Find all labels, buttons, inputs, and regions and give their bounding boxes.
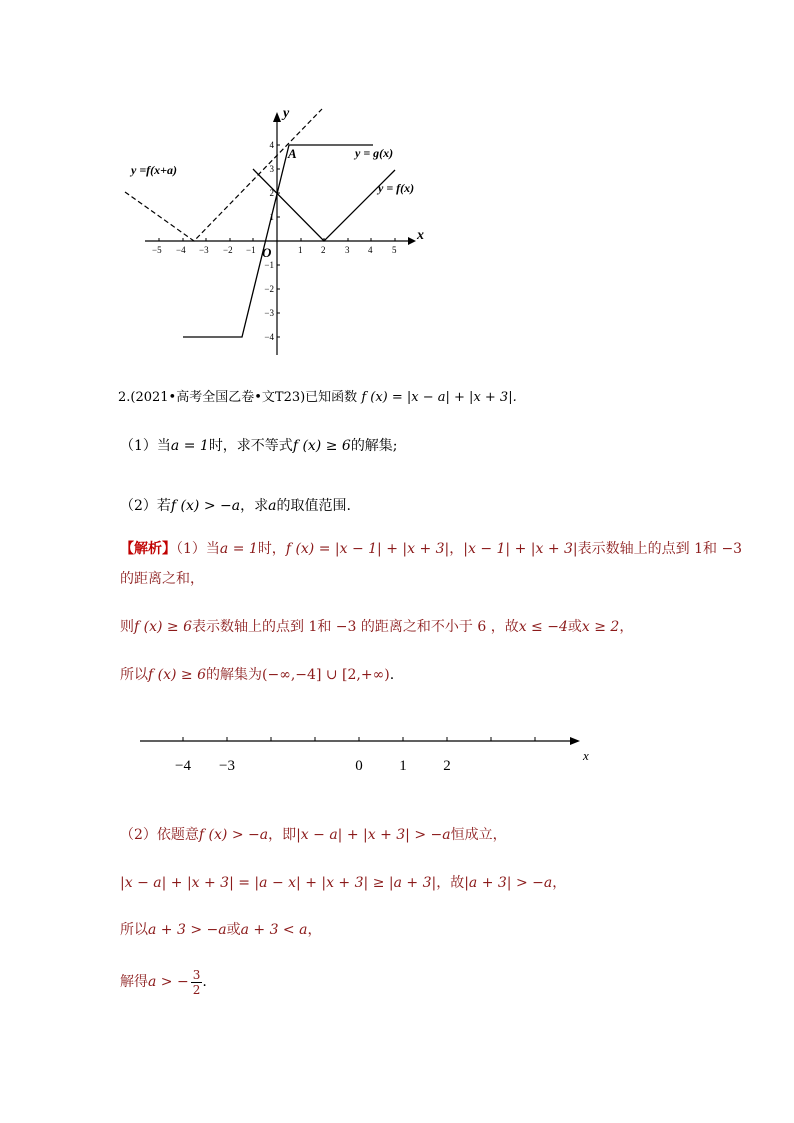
s2-c1: x ≤ −4 xyxy=(518,619,568,635)
number-line-var: x xyxy=(583,748,589,763)
fraction-three-halves xyxy=(191,968,203,997)
problem-part-1 xyxy=(120,436,398,456)
solution-line-2 xyxy=(120,569,204,589)
s2-or: 或 xyxy=(567,619,582,635)
svg-text:−5: −5 xyxy=(152,245,162,255)
p2-b: ，即 xyxy=(268,827,297,843)
s1-abs: |x − 1| + |x + 3| xyxy=(463,541,578,557)
s3-end: . xyxy=(389,667,395,683)
number-line xyxy=(130,725,610,785)
svg-text:1: 1 xyxy=(298,245,303,255)
s2-ineq: f (x) ≥ 6 xyxy=(134,619,192,635)
y-axis-arrow xyxy=(273,112,281,122)
p2-line4-e: a > − xyxy=(148,974,189,990)
svg-text:1: 1 xyxy=(399,758,407,774)
p2-line3-or: 或 xyxy=(226,922,241,938)
s2-c2: x ≥ 2 xyxy=(581,619,620,635)
svg-text:1: 1 xyxy=(269,212,274,222)
point-a-label: A xyxy=(288,146,297,161)
p2-line2-b: ，故 xyxy=(436,875,465,891)
p2-line3-e2: a + 3 < a xyxy=(240,922,308,938)
problem-header xyxy=(118,388,517,408)
y-axis-label: y xyxy=(283,106,290,121)
number-line-arrow xyxy=(570,737,580,745)
svg-text:−3: −3 xyxy=(264,308,274,318)
part2-prefix: （2）若 xyxy=(120,498,171,514)
p2-line2-expr: |x − a| + |x + 3| = |a − x| + |x + 3| ≥ |a + 3| xyxy=(120,875,437,891)
part1-cond: a = 1 xyxy=(170,438,209,454)
f-label: y = f(x) xyxy=(378,181,415,195)
p2-line4-a: 解得 xyxy=(120,974,148,990)
s1-c: ， xyxy=(449,541,464,557)
s2-b: 表示数轴上的点到 1和 −3 的距离之和不小于 6 ，故 xyxy=(192,619,519,635)
g-label: y = g(x) xyxy=(355,146,394,160)
solution-line-1 xyxy=(120,539,742,559)
part2-suffix: ，求 xyxy=(240,498,269,514)
p2-expr: |x − a| + |x + 3| > −a xyxy=(296,827,451,843)
s2-a: 则 xyxy=(120,619,134,635)
s1-d: 表示数轴上的点到 1和 −3 xyxy=(577,541,743,557)
s2-end: ， xyxy=(619,619,634,635)
p2-line3-a: 所以 xyxy=(120,922,148,938)
solution-line-4 xyxy=(120,665,394,685)
svg-text:−4: −4 xyxy=(176,245,186,255)
solution-tag: 【解析】 xyxy=(120,541,176,557)
x-tick-labels xyxy=(152,245,397,255)
p2-line4-end: . xyxy=(202,974,207,990)
svg-text:2: 2 xyxy=(269,188,274,198)
s1-line2: 的距离之和， xyxy=(120,571,204,587)
s1-fx: f (x) = |x − 1| + |x + 3| xyxy=(285,541,450,557)
p2-c: 恒成立， xyxy=(450,827,507,843)
solution-line-3 xyxy=(120,617,633,637)
svg-text:5: 5 xyxy=(392,245,397,255)
svg-text:3: 3 xyxy=(269,164,274,174)
s3-set: (−∞,−4] ∪ [2,+∞) xyxy=(262,667,390,683)
part1-prefix: （1）当 xyxy=(120,438,171,454)
p2-line3-end: ， xyxy=(307,922,322,938)
fraction-denominator: 2 xyxy=(192,982,201,997)
svg-text:2: 2 xyxy=(321,245,326,255)
fraction-numerator: 3 xyxy=(192,967,201,982)
svg-text:−3: −3 xyxy=(219,758,235,774)
p2-line3-e1: a + 3 > −a xyxy=(148,922,227,938)
p2-line2-end: ， xyxy=(552,875,567,891)
problem-part-2 xyxy=(120,496,351,516)
number-line-labels xyxy=(175,758,451,774)
svg-text:2: 2 xyxy=(443,758,451,774)
x-axis-arrow xyxy=(408,237,416,245)
p2-ineq: f (x) > −a xyxy=(198,827,269,843)
solution-part2-line-1 xyxy=(120,825,507,845)
x-axis-label: x xyxy=(417,228,424,243)
s3-b: 的解集为 xyxy=(206,667,262,683)
svg-text:4: 4 xyxy=(269,140,274,150)
solution-part2-line-3 xyxy=(120,920,321,940)
solution-part2-line-4 xyxy=(120,965,207,999)
s1-cond: a = 1 xyxy=(219,541,258,557)
function-graph xyxy=(0,0,794,380)
solution-part2-line-2 xyxy=(120,873,566,893)
f-shift-label: y =f(x+a) xyxy=(131,163,177,177)
problem-function: f (x) = |x − a| + |x + 3|. xyxy=(361,390,517,405)
svg-text:−2: −2 xyxy=(264,284,274,294)
svg-text:−4: −4 xyxy=(264,332,274,342)
p2-line2-expr2: |a + 3| > −a xyxy=(464,875,553,891)
s1-b: 时， xyxy=(257,541,286,557)
svg-text:−1: −1 xyxy=(264,260,274,270)
part1-suffix: 的解集; xyxy=(350,438,398,454)
svg-text:0: 0 xyxy=(355,758,363,774)
part2-end: 的取值范围. xyxy=(276,498,351,514)
part1-mid: 时，求不等式 xyxy=(208,438,293,454)
svg-text:−3: −3 xyxy=(199,245,209,255)
svg-text:4: 4 xyxy=(368,245,373,255)
problem-header-text: 2.(2021•高考全国乙卷•文T23)已知函数 xyxy=(118,390,358,405)
part2-var: a xyxy=(268,498,277,514)
svg-text:3: 3 xyxy=(345,245,350,255)
svg-text:−4: −4 xyxy=(175,758,191,774)
svg-text:−1: −1 xyxy=(246,245,256,255)
s3-a: 所以 xyxy=(120,667,148,683)
s3-ineq: f (x) ≥ 6 xyxy=(148,667,206,683)
svg-text:−2: −2 xyxy=(223,245,233,255)
origin-label: O xyxy=(262,245,272,260)
p2-a: （2）依题意 xyxy=(120,827,199,843)
part1-ineq: f (x) ≥ 6 xyxy=(292,438,351,454)
s1-a: （1）当 xyxy=(176,541,220,557)
part2-cond: f (x) > −a xyxy=(170,498,241,514)
